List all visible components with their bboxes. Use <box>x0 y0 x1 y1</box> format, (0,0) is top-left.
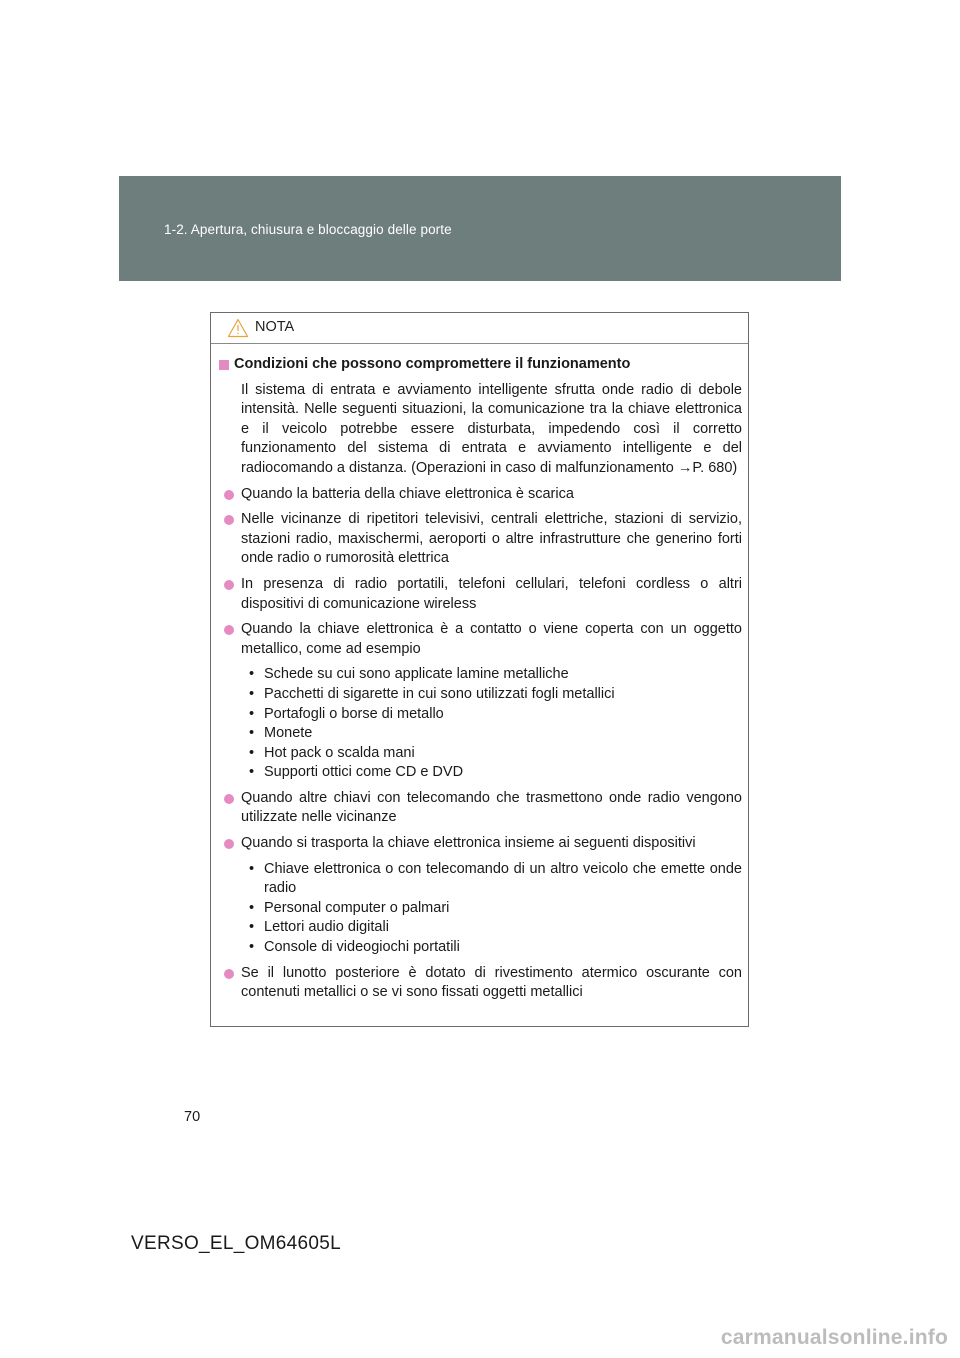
bullet-item: Quando si trasporta la chiave elettronica insieme ai seguenti dispositivi <box>218 834 742 854</box>
list-item: • Lettori audio digitali <box>264 918 742 938</box>
list-item: • Pacchetti di sigarette in cui sono utilizzati fogli metallici <box>264 685 742 705</box>
list-item: • Monete <box>264 724 742 744</box>
devices-list <box>218 860 742 958</box>
list-item: • Portafogli o borse di metallo <box>264 705 742 725</box>
note-body <box>211 344 748 1003</box>
bullet-item: Quando la chiave elettronica è a contatto o viene coperta con un oggetto metallico, come ad esempio <box>218 620 742 659</box>
circle-bullet-icon <box>224 490 234 500</box>
bullet-item: Se il lunotto posteriore è dotato di rivestimento atermico oscurante con contenuti metallici o se vi sono fissati oggetti metallici <box>218 964 742 1003</box>
section-header: 1-2. Apertura, chiusura e bloccaggio delle porte <box>164 222 452 237</box>
circle-bullet-icon <box>224 580 234 590</box>
intro-paragraph: Il sistema di entrata e avviamento intelligente sfrutta onde radio di debole intensità. Nelle seguenti situazioni, la comunicazione tra la chiave elettronica e il veicolo potrebbe essere disturbata, impedendo così il corretto funzionamento del sistema di entrata e avviamento intelligente e del radiocomando a distanza. (Operazioni in caso di malfunzionamento →P. 680) <box>241 381 742 476</box>
circle-bullet-icon <box>224 839 234 849</box>
circle-bullet-icon <box>224 969 234 979</box>
metal-objects-list <box>218 665 742 783</box>
note-box <box>210 312 749 1027</box>
list-item: • Console di videogiochi portatili <box>264 938 742 958</box>
page-number: 70 <box>184 1109 201 1125</box>
note-title: NOTA <box>255 319 295 335</box>
circle-bullet-icon <box>224 794 234 804</box>
bullet-item: In presenza di radio portatili, telefoni cellulari, telefoni cordless o altri dispositivi di comunicazione wireless <box>218 575 742 614</box>
header-band <box>119 176 841 281</box>
circle-bullet-icon <box>224 625 234 635</box>
square-bullet-icon <box>219 360 229 370</box>
note-header <box>211 313 748 344</box>
warning-triangle-icon <box>227 318 249 338</box>
circle-bullet-icon <box>224 515 234 525</box>
document-code: VERSO_EL_OM64605L <box>131 1233 341 1254</box>
list-item: • Personal computer o palmari <box>264 899 742 919</box>
list-item: • Schede su cui sono applicate lamine metalliche <box>264 665 742 685</box>
bullet-item: Quando altre chiavi con telecomando che trasmettono onde radio vengono utilizzate nelle vicinanze <box>218 789 742 828</box>
list-item: • Chiave elettronica o con telecomando di un altro veicolo che emette onde radio <box>264 860 742 899</box>
bullet-item: Quando la batteria della chiave elettronica è scarica <box>218 485 742 505</box>
list-item: • Hot pack o scalda mani <box>264 744 742 764</box>
section-title: Condizioni che possono compromettere il funzionamento <box>218 355 742 375</box>
bullet-item: Nelle vicinanze di ripetitori televisivi, centrali elettriche, stazioni di servizio, stazioni radio, maxischermi, aeroporti o altre infrastrutture che generino forti onde radio o rumorosità elettrica <box>218 510 742 569</box>
watermark: carmanualsonline.info <box>720 1326 948 1349</box>
list-item: • Supporti ottici come CD e DVD <box>264 763 742 783</box>
